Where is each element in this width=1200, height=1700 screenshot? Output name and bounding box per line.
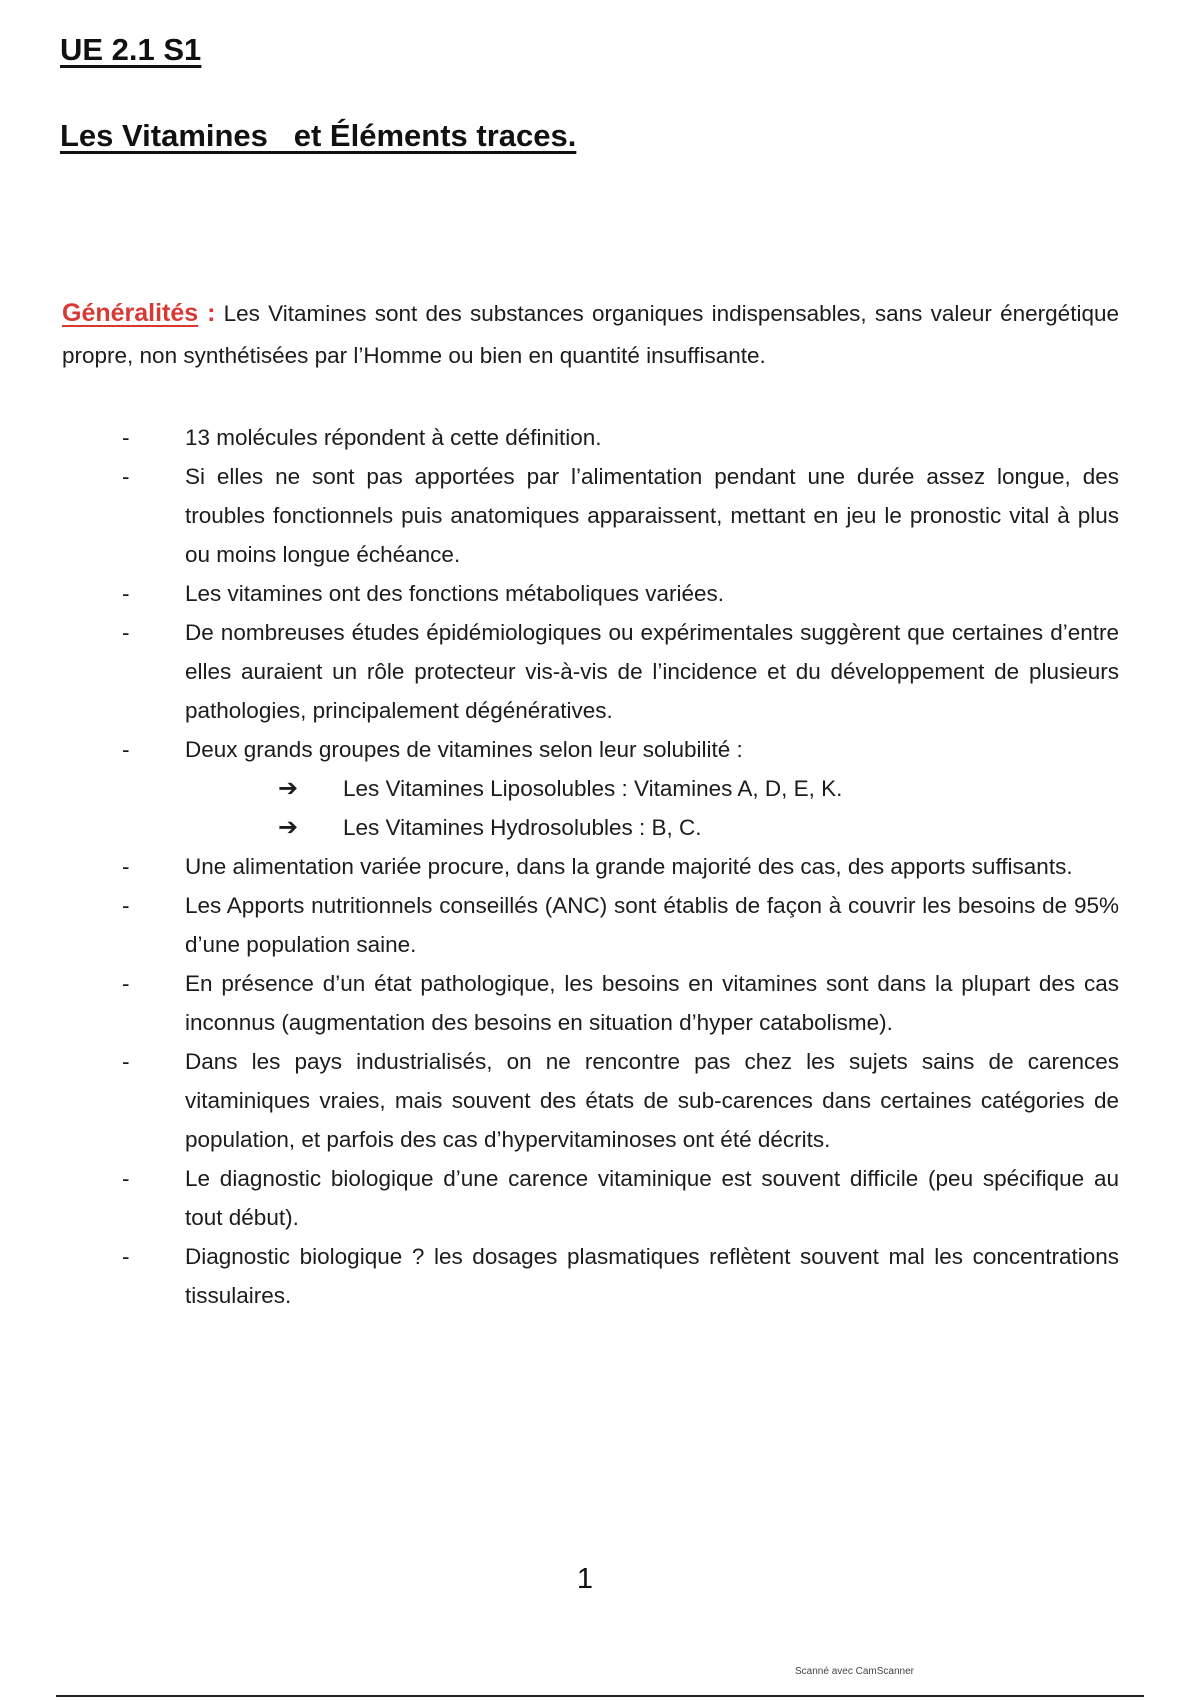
bullet-dash: - xyxy=(122,737,130,762)
sub-list-item-text: Les Vitamines Hydrosolubles : B, C. xyxy=(343,815,702,840)
list-item xyxy=(120,730,1119,847)
scanner-watermark: Scanné avec CamScanner xyxy=(795,1666,914,1677)
bullet-dash: - xyxy=(122,1049,130,1074)
sub-list-item xyxy=(185,769,1119,808)
intro-heading: Généralités xyxy=(62,299,199,327)
sub-list xyxy=(185,769,1119,847)
list-item-text: En présence d’un état pathologique, les besoins en vitamines sont dans la plupart des cas inconnus (augmentation des besoins en situation d’hyper catabolisme). xyxy=(185,971,1119,1035)
bullet-dash: - xyxy=(122,854,130,879)
bullet-dash: - xyxy=(122,581,130,606)
sub-list-item xyxy=(185,808,1119,847)
list-item-text: Dans les pays industrialisés, on ne rencontre pas chez les sujets sains de carences vitaminiques vraies, mais souvent des états de sub-carences dans certaines catégories de population, et parfois des cas d’hypervitaminoses ont été décrits. xyxy=(185,1049,1119,1152)
arrow-right-icon: ➔ xyxy=(278,814,299,841)
list-item-text: Les vitamines ont des fonctions métaboliques variées. xyxy=(185,581,725,606)
arrow-right-icon: ➔ xyxy=(278,775,299,802)
bullet-dash: - xyxy=(122,425,130,450)
bullet-dash: - xyxy=(122,893,130,918)
list-item xyxy=(120,418,1119,457)
list-item xyxy=(120,964,1119,1042)
list-item xyxy=(120,1042,1119,1159)
bullet-dash: - xyxy=(122,971,130,996)
list-item xyxy=(120,1237,1119,1315)
list-item-text: Une alimentation variée procure, dans la grande majorité des cas, des apports suffisants. xyxy=(185,854,1073,879)
list-item-text: De nombreuses études épidémiologiques ou expérimentales suggèrent que certaines d’entre elles auraient un rôle protecteur vis-à-vis de l’incidence et du développement de plusieurs pathologies, principalement dégénératives. xyxy=(185,620,1119,723)
intro-colon: : xyxy=(198,299,216,327)
list-item xyxy=(120,1159,1119,1237)
footer-divider xyxy=(56,1695,1144,1697)
list-item-text: Les Apports nutritionnels conseillés (ANC) sont établis de façon à couvrir les besoins de 95% d’une population saine. xyxy=(185,893,1119,957)
bullet-dash: - xyxy=(122,1166,130,1191)
intro-paragraph xyxy=(62,292,1119,377)
list-item-text: 13 molécules répondent à cette définition. xyxy=(185,425,602,450)
bullet-dash: - xyxy=(122,464,130,489)
list-item xyxy=(120,613,1119,730)
sub-list-item-text: Les Vitamines Liposolubles : Vitamines A, D, E, K. xyxy=(343,776,843,801)
list-item-text: Le diagnostic biologique d’une carence vitaminique est souvent difficile (peu spécifique au tout début). xyxy=(185,1166,1119,1230)
list-item-text: Diagnostic biologique ? les dosages plasmatiques reflètent souvent mal les concentrations tissulaires. xyxy=(185,1244,1119,1308)
list-item xyxy=(120,886,1119,964)
list-item xyxy=(120,457,1119,574)
list-item xyxy=(120,574,1119,613)
document-title: Les Vitamines et Éléments traces. xyxy=(60,118,577,153)
bullet-list xyxy=(120,418,1119,1315)
intro-text: Les Vitamines sont des substances organiques indispensables, sans valeur énergétique propre, non synthétisées par l’Homme ou bien en quantité insuffisante. xyxy=(62,301,1119,368)
list-item xyxy=(120,847,1119,886)
page-number: 1 xyxy=(576,1563,594,1595)
list-item-text: Deux grands groupes de vitamines selon leur solubilité : xyxy=(185,737,743,762)
list-item-text: Si elles ne sont pas apportées par l’alimentation pendant une durée assez longue, des troubles fonctionnels puis anatomiques apparaissent, mettant en jeu le pronostic vital à plus ou moins longue échéance. xyxy=(185,464,1119,567)
course-code: UE 2.1 S1 xyxy=(60,32,202,67)
bullet-dash: - xyxy=(122,620,130,645)
bullet-dash: - xyxy=(122,1244,130,1269)
